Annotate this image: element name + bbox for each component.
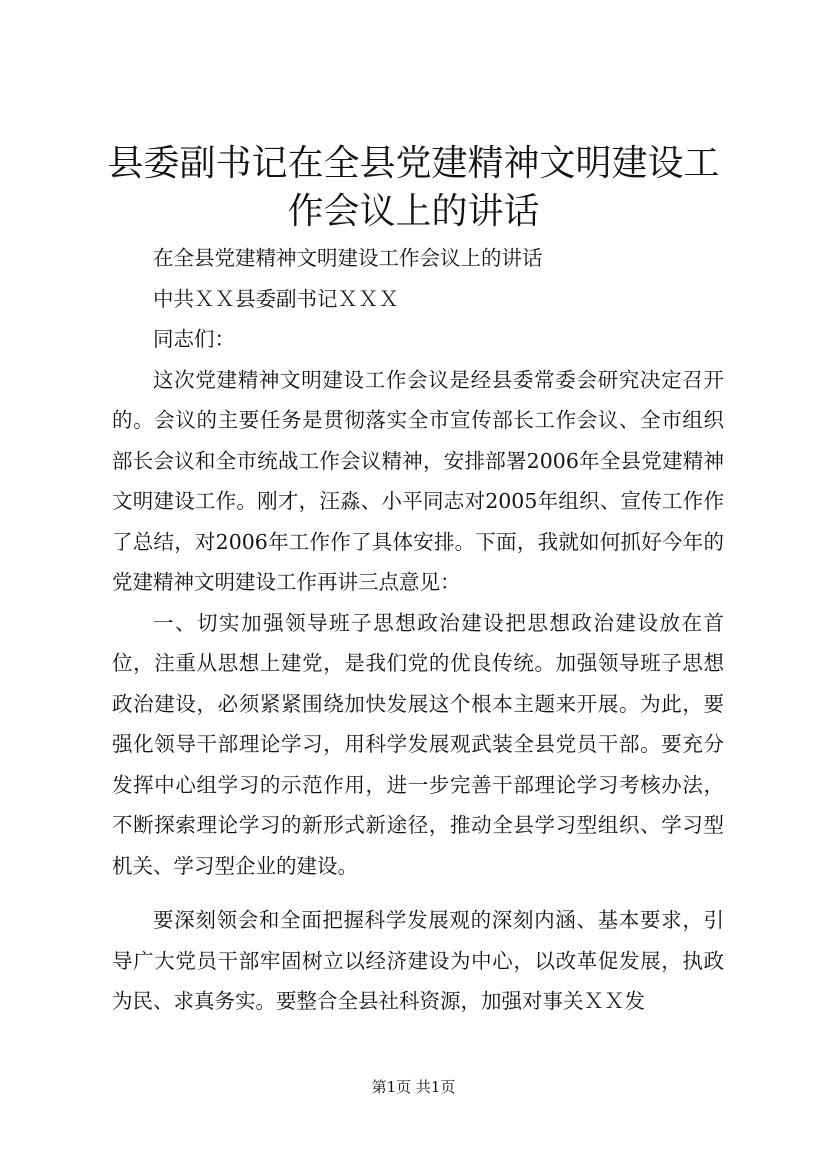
speaker-line: 中共ＸＸ县委副书记ＸＸＸ	[153, 286, 399, 311]
document-body	[112, 238, 724, 1022]
salutation: 同志们：	[153, 327, 235, 351]
body-paragraph: 这次党建精神文明建设工作会议是经县委常委会研究决定召开的。会议的主要任务是贯彻落实全市宣传部长工作会议、全市组织部长会议和全市统战工作会议精神，安排部署2006年全县党建精神文明建设工作。刚才，汪淼、小平同志对2005年组织、宣传工作作了总结，对2006年工作作了具体安排。下面，我就如何抓好今年的党建精神文明建设工作再讲三点意见：	[112, 367, 724, 594]
page-number-footer: 第1页 共1页	[371, 1078, 456, 1096]
body-paragraph: 要深刻领会和全面把握科学发展观的深刻内涵、基本要求，引导广大党员干部牢固树立以经济建设为中心，以改革促发展，执政为民、求真务实。要整合全县社科资源，加强对事关ＸＸ发	[112, 908, 724, 1013]
subtitle-paragraph: 在全县党建精神文明建设工作会议上的讲话	[153, 246, 543, 270]
body-paragraph: 一、切实加强领导班子思想政治建设把思想政治建设放在首位，注重从思想上建党，是我们党的优良传统。加强领导班子思想政治建设，必须紧紧围绕加快发展这个根本主题来开展。为此，要强化领导干部理论学习，用科学发展观武装全县党员干部。要充分发挥中心组学习的示范作用，进一步完善干部理论学习考核办法，不断探索理论学习的新形式新途径，推动全县学习型组织、学习型机关、学习型企业的建设。	[112, 610, 724, 878]
document-title: 县委副书记在全县党建精神文明建设工作会议上的讲话	[107, 143, 720, 232]
